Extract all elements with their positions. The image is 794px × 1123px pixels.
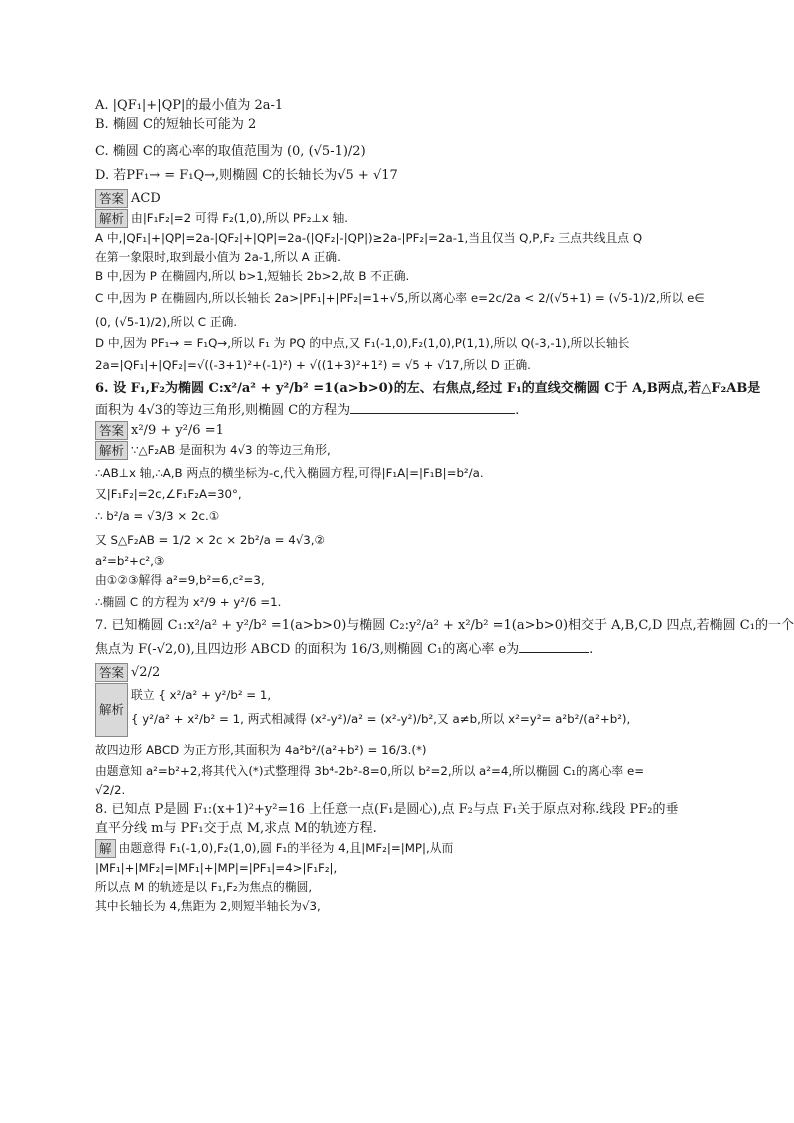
q6-solution-line-7: ∴椭圆 C 的方程为 x²/9 + y²/6 =1. (95, 595, 282, 609)
q6-answer (95, 421, 700, 440)
q6-solution-line-6: 由①②③解得 a²=9,b²=6,c²=3, (95, 573, 265, 587)
q5-solution-line-2: 在第一象限时,取到最小值为 2a-1,所以 A 正确. (95, 250, 341, 264)
q5-solution-line-0: 由|F₁F₂|=2 可得 F₂(1,0),所以 PF₂⊥x 轴. (131, 211, 349, 225)
answer-tag: 答案 (95, 421, 128, 440)
solution-tag: 解析 (95, 441, 128, 460)
option-d: D. 若PF₁→ = F₁Q→,则椭圆 C的长轴长为√5 + √17 (95, 168, 398, 183)
q8-stem-1: 8. 已知点 P是圆 F₁:(x+1)²+y²=16 上任意一点(F₁是圆心),点 F₂与点 F₁关于原点对称.线段 PF₂的垂 (95, 802, 679, 817)
q6-solution-line-2: 又|F₁F₂|=2c,∠F₁F₂A=30°, (95, 487, 242, 501)
q8-stem-2: 直平分线 m与 PF₁交于点 M,求点 M的轨迹方程. (95, 821, 377, 836)
q5-answer-text: ACD (131, 191, 161, 206)
q7-system-line-2: { y²/a² + x²/b² = 1, 两式相减得 (x²-y²)/a² = (x²-y²)/b²,又 a≠b,所以 x²=y²= a²b²/(a²+b²), (131, 712, 631, 726)
q5-solution-line-5: (0, (√5-1)/2),所以 C 正确. (95, 315, 238, 329)
q8-solution-line-0: 由题意得 F₁(-1,0),F₂(1,0),圆 F₁的半径为 4,且|MF₂|=|MP|,从而 (118, 841, 454, 855)
q7-stem-1 (95, 614, 794, 638)
q5-solution (95, 209, 700, 228)
q7-stem-2: 焦点为 F(-√2,0),且四边形 ABCD 的面积为 16/3,则椭圆 C₁的离心率 e为 . (95, 642, 594, 657)
answer-tag: 答案 (95, 663, 128, 682)
solution-tag: 解析 (95, 209, 128, 228)
q7-system-line-1: 联立 { x²/a² + y²/b² = 1, (131, 688, 272, 702)
q5-solution-line-3: B 中,因为 P 在椭圆内,所以 b>1,短轴长 2b>2,故 B 不正确. (95, 269, 410, 283)
q7-answer-blank (519, 640, 589, 653)
q8-solution-line-3: 其中长轴长为 4,焦距为 2,则短半轴长为√3, (95, 899, 321, 913)
q5-solution-line-4: C 中,因为 P 在椭圆内,所以长轴长 2a>|PF₁|+|PF₂|=1+√5,所以离心率 e=2c/2a < 2/(√5+1) = (√5-1)/2,所以 e∈ (95, 291, 705, 305)
q7-answer (95, 663, 700, 682)
q7-solution-line-1: 由题意知 a²=b²+2,将其代入(*)式整理得 3b⁴-2b²-8=0,所以 b²=2,所以 a²=4,所以椭圆 C₁的离心率 e= (95, 764, 645, 778)
q6-solution-line-5: a²=b²+c²,③ (95, 554, 165, 568)
q6-stem-2-text: 面积为 4√3的等边三角形,则椭圆 C的方程为 (95, 403, 351, 418)
q7-solution-line-2: √2/2. (95, 783, 126, 797)
solution-tag: 解析 (95, 683, 128, 737)
q5-solution-line-1: A 中,|QF₁|+|QP|=2a-|QF₂|+|QP|=2a-(|QF₂|-|QP|)≥2a-|PF₂|=2a-1,当且仅当 Q,P,F₂ 三点共线且点 Q (95, 231, 643, 245)
q7-stem-2-text: 焦点为 F(-√2,0),且四边形 ABCD 的面积为 16/3,则椭圆 C₁的离心率 e为 (95, 642, 520, 657)
q8-solution-line-1: |MF₁|+|MF₂|=|MF₁|+|MP|=|PF₁|=4>|F₁F₂|, (95, 861, 338, 875)
q6-solution-line-1: ∴AB⊥x 轴,∴A,B 两点的横坐标为-c,代入椭圆方程,可得|F₁A|=|F₁B|=b²/a. (95, 466, 484, 480)
q7-answer-text: √2/2 (131, 665, 161, 680)
q6-solution-line-3: ∴ b²/a = √3/3 × 2c.① (95, 509, 220, 523)
q5-solution-line-6: D 中,因为 PF₁→ = F₁Q→,所以 F₁ 为 PQ 的中点,又 F₁(-1,0),F₂(1,0),P(1,1),所以 Q(-3,-1),所以长轴长 (95, 336, 630, 350)
q7-stem-1-text: 7. 已知椭圆 C₁:x²/a² + y²/b² =1(a>b>0)与椭圆 C₂:y²/a² + x²/b² =1(a>b>0)相交于 A,B,C,D 四点,若椭圆 C₁的一个 (95, 618, 794, 633)
q8-solution (95, 839, 700, 858)
q6-stem-2: 面积为 4√3的等边三角形,则椭圆 C的方程为 . (95, 403, 520, 418)
q6-solution-line-0: ∵△F₂AB 是面积为 4√3 的等边三角形, (131, 443, 331, 457)
q7-system (131, 683, 630, 731)
q6-solution (95, 441, 700, 460)
answer-tag: 答案 (95, 189, 128, 208)
solution-tag: 解 (95, 839, 116, 858)
option-a: A. |QF₁|+|QP|的最小值为 2a-1 (95, 98, 284, 113)
option-c: C. 椭圆 C的离心率的取值范围为 (0, (√5-1)/2) (95, 144, 366, 159)
q6-stem-1-text: 6. 设 F₁,F₂为椭圆 C:x²/a² + y²/b² =1(a>b>0)的左、右焦点,经过 F₁的直线交椭圆 C于 A,B两点,若△F₂AB是 (95, 381, 761, 396)
q5-solution-line-7: 2a=|QF₁|+|QF₂|=√((-3+1)²+(-1)²) + √((1+3)²+1²) = √5 + √17,所以 D 正确. (95, 358, 531, 372)
document-page (95, 96, 794, 916)
q5-answer (95, 189, 700, 208)
q7-solution-line-0: 故四边形 ABCD 为正方形,其面积为 4a²b²/(a²+b²) = 16/3.(*) (95, 743, 427, 757)
q6-answer-text: x²/9 + y²/6 =1 (131, 423, 224, 438)
option-b: B. 椭圆 C的短轴长可能为 2 (95, 117, 257, 132)
q8-solution-line-2: 所以点 M 的轨迹是以 F₁,F₂为焦点的椭圆, (95, 880, 313, 894)
q6-solution-line-4: 又 S△F₂AB = 1/2 × 2c × 2b²/a = 4√3,② (95, 533, 326, 547)
q6-answer-blank (350, 401, 515, 414)
q7-solution (95, 683, 700, 737)
q6-stem-1 (95, 377, 761, 401)
